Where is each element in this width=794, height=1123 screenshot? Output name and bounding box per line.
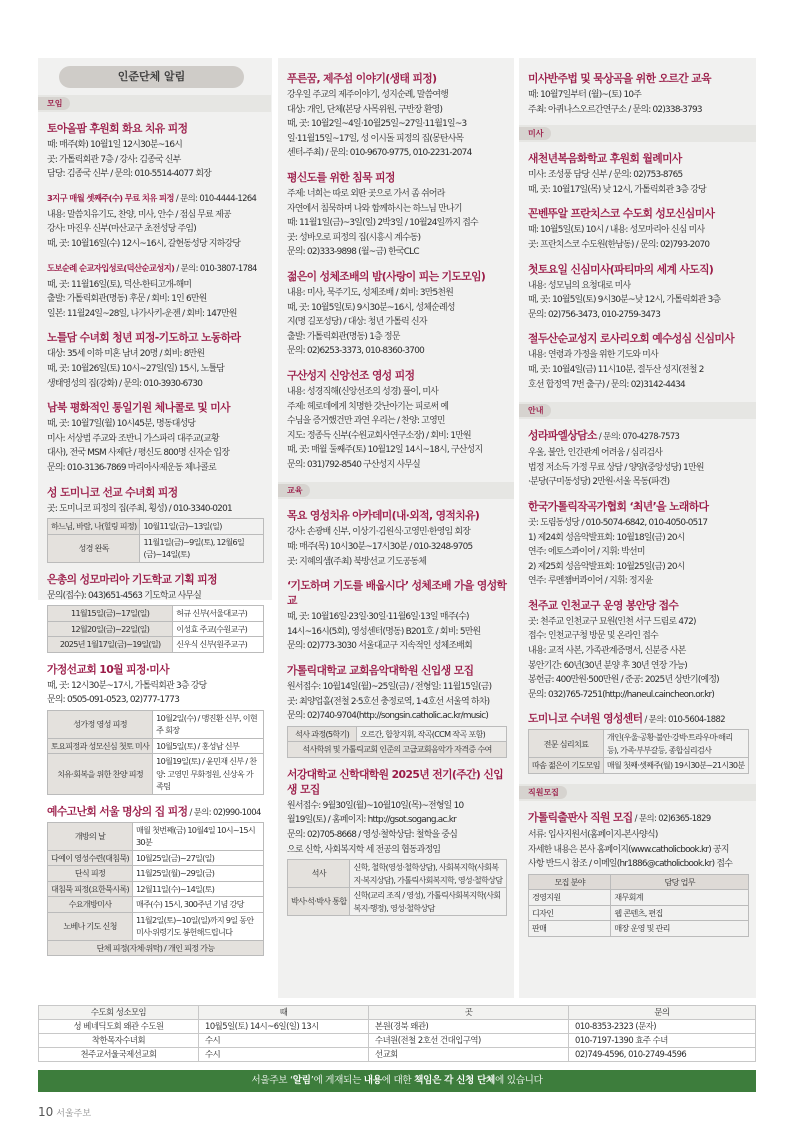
table-row [288, 860, 507, 888]
item-line: 내용: 말씀치유기도, 찬양, 미사, 안수 / 점심 무료 제공 [47, 209, 231, 220]
item-title [287, 663, 507, 678]
section-label-mass: 미사 [519, 125, 756, 142]
table-row [48, 754, 264, 795]
item-line: ·분당(구미동성당) 2만원·서울 목동(파견) [528, 477, 670, 488]
table-cell: 매월 첫번째(금) 10월4일 10시~15시30분 [132, 822, 263, 850]
item-title-text: 은총의 성모마리아 기도학교 기획 피정 [47, 572, 217, 586]
item-title [287, 170, 507, 185]
item-title-text: 노틀담 수녀회 청년 피정-기도하고 노동하라 [47, 331, 241, 345]
table-cell: 매장 운영 및 관리 [611, 921, 749, 937]
item-title [528, 598, 749, 613]
item-line: 대상: 35세 이하 미혼 남녀 20명 / 회비: 8만원 [47, 349, 205, 360]
table-cell: 02)749-4596, 010-2749-4596 [569, 1048, 756, 1062]
table-cell: 다예이 영성수련(대침묵) [48, 850, 133, 866]
table-cell: 허규 신부(서울대교구) [173, 606, 264, 622]
column-3 [519, 58, 756, 998]
item-line: 때, 곳: 10월16일·23일·30일·11월6일·13일 매주(수) [287, 612, 469, 623]
page-number: 10 [38, 1105, 54, 1119]
item-line: 생태영성의 집(강화) / 문의: 010-3930-6730 [47, 378, 203, 389]
table-footer: 단체 피정(자체·위탁) / 개인 피정 가능 [48, 940, 264, 956]
section-label-education: 교육 [278, 482, 514, 499]
table-row [48, 912, 264, 940]
table-row [529, 921, 749, 937]
item-line: 자연에서 침묵하며 나와 함께하시는 하느님 만나기 [287, 203, 462, 214]
item-title-text: 꼰벤뚜알 프란치스코 수도회 성모신심미사 [528, 207, 715, 221]
item-title [47, 191, 264, 206]
table-cell: 선교회 [369, 1048, 569, 1062]
item-title-text: 푸른꿈, 제주섬 이야기(생태 피정) [287, 72, 437, 85]
item-contact: / 문의: 070-4278-7573 [596, 431, 680, 442]
table-cell: 12월20일(금)~22일(일) [48, 621, 173, 637]
table-row [529, 730, 749, 758]
schedule-table [47, 822, 264, 957]
item-title-text: 첫토요일 신심미사(파티마의 세계 사도직) [528, 262, 714, 276]
item-line: 강우일 주교의 제주이야기, 성지순례, 말씀여행 [287, 90, 449, 100]
table-header-row [39, 1006, 756, 1020]
table-row [48, 519, 264, 535]
column-header: 수도회 성소모임 [39, 1006, 199, 1020]
table-cell: 2025년 1월17일(금)~19일(일) [48, 637, 173, 653]
item-contact: / 문의: 02)990-1004 [187, 806, 261, 817]
item-title-text: 가톨릭출판사 직원 모집 [528, 810, 633, 824]
item-title-text: 천주교 인천교구 운영 봉안당 접수 [528, 598, 679, 612]
schedule-table [287, 726, 507, 758]
table-row [529, 890, 749, 906]
item-line: 때, 곳: 10월17일(목) 낮 12시, 가톨릭회관 3층 강당 [528, 184, 706, 195]
table-cell: 재무회계 [611, 890, 749, 906]
item-title-text: 절두산순교성지 로사리오회 예수성심 신심미사 [528, 332, 735, 346]
table-cell: 10월5일(토) 14시~6일(일) 13시 [199, 1020, 369, 1034]
item-title-text: 서강대학교 신학대학원 2025년 전기(주간) 신입생 모집 [287, 767, 504, 796]
table-cell: 10월25일(금)~27일(일) [132, 850, 263, 866]
item-line: 곳: 최양업홀(전철 2·5호선 충정로역, 1·4호선 서울역 하차) [287, 696, 490, 707]
item-line: 문의: 032)765-7251(http://haneul.caincheon.or.kr) [528, 689, 715, 700]
item-list [528, 71, 749, 117]
item-line: 법정 저소득 가정 무료 상담 / 양양(중앙성당) 1만원 [528, 462, 704, 473]
item-line: 주제: 헤로데에게 치명한 갓난아기는 피로써 예 [287, 401, 449, 412]
table-cell: 11월2일(토)~10일(일)까지 9일 동안 미사·위령기도 봉헌해드립니다 [132, 912, 263, 940]
schedule-table [47, 605, 264, 653]
item-line: 접수: 인천교구청 방문 및 온라인 접수 [528, 631, 658, 642]
item-line: 출발: 가톨릭회관(명동) 후문 / 회비: 1인 6만원 [47, 294, 207, 305]
item-line: 2) 제25회 성음악발표회: 10월25일(금) 20시 [528, 561, 685, 572]
item-title-text: 가정선교회 10월 피정·미사 [47, 662, 169, 676]
column-2 [278, 58, 514, 998]
item-line: 내용: 연령과 가정을 위한 기도와 미사 [528, 350, 658, 361]
table-cell: 신학(교리 조직 / 영성), 가톨릭사회복지학(사회복지·행정), 영성·철학상담 [350, 888, 507, 916]
table-cell: 석사 과정(5학기) [288, 726, 357, 742]
table-cell: 대침묵 피정(요한묵시록) [48, 881, 133, 897]
item-title-text: 도미니코 수녀원 영성센터 [528, 712, 643, 726]
item-line: 봉헌금: 400만원·500만원 / 준공: 2025년 상반기(예정) [528, 675, 719, 686]
item-title-text: 3지구 매월 셋째주(수) 무료 치유 피정 [47, 192, 174, 203]
item-line: 때, 곳: 10월16일(수) 12시~16시, 갈현동성당 지하강당 [47, 238, 241, 249]
item-line: 문의: 02)6253-3373, 010-8360-3700 [287, 346, 424, 357]
table-cell: 10월2일(수) / 맹진환 신부, 이현주 회장 [153, 710, 264, 738]
item-title [287, 71, 507, 86]
item-line: 때, 곳: 10월4일(금) 11시10분, 절두산 성지(전철 2 [528, 364, 704, 375]
item-title [528, 151, 749, 166]
item-list [287, 508, 507, 723]
item-line: 내용: 성경직해(신앙선조의 성경) 풀이, 미사 [287, 386, 439, 397]
table-cell: 경영지원 [529, 890, 611, 906]
table-cell: 노베나 기도 신청 [48, 912, 133, 940]
item-line: 문의: 010-3136-7869 마리아사제운동 체나콜로 [47, 462, 216, 473]
item-title [528, 206, 749, 221]
item-list [528, 428, 749, 727]
item-list [47, 804, 264, 820]
item-title [528, 810, 749, 826]
item-title-text: 평신도를 위한 침묵 피정 [287, 170, 395, 184]
item-title-text: 미사반주법 및 묵상곡을 위한 오르간 교육 [528, 72, 711, 85]
item-line: 주최: 아퀴나스오르간연구소 / 문의: 02)338-3793 [528, 104, 702, 115]
item-line: 봉안기간: 60년(30년 분양 후 30년 연장 가능) [528, 660, 687, 671]
item-line: 지도: 정종득 신부(수원교회사연구소장) / 회비: 1만원 [287, 430, 471, 441]
vocation-table [38, 1005, 756, 1062]
item-title [47, 400, 264, 415]
item-title-text: 한국가톨릭작곡가협회 ‘최년’을 노래하다 [528, 499, 709, 513]
item-title-text: 성라파엘상담소 [528, 429, 597, 443]
item-line: 때: 10월5일(토) 10시 / 내용: 성모마리아 신심 미사 [528, 225, 705, 236]
table-cell: 웹 콘텐츠, 편집 [611, 905, 749, 921]
table-footer-row [288, 742, 507, 758]
item-title [47, 121, 264, 136]
publication-name: 서울주보 [56, 1109, 92, 1119]
table-cell: 박사·석·박사 통합 [288, 888, 350, 916]
item-title [47, 261, 264, 276]
item-line: 문의: 02)756-3473, 010-2759-3473 [528, 309, 661, 320]
table-cell: 천주교서울국제선교회 [39, 1048, 199, 1062]
item-line: 자세한 내용은 본사 홈페이지(www.catholicbook.kr) 공지 [528, 844, 729, 855]
item-title [528, 262, 749, 277]
table-row [39, 1034, 756, 1048]
item-line: 문의: 031)792-8540 구산성지 사무실 [287, 459, 420, 470]
item-title [287, 767, 507, 797]
item-title-text: 성 도미니코 선교 수녀회 피정 [47, 485, 178, 499]
table-row [48, 710, 264, 738]
item-line: 곳: 프란치스코 수도원(한남동) / 문의: 02)793-2070 [528, 239, 710, 250]
table-cell: 010-8353-2323 (문자) [569, 1020, 756, 1034]
page-footer [38, 1105, 91, 1119]
table-cell: 수시 [199, 1048, 369, 1062]
item-title-text: 도보순례 순교자입성로(덕산순교성지) [47, 262, 175, 273]
item-line: 강사: 마진우 신부(마산교구 초전성당 주임) [47, 224, 196, 235]
table-cell: 치유·회복을 위한 찬양 피정 [48, 754, 153, 795]
item-title-text: 토아올팜 후원회 화요 치유 피정 [47, 122, 188, 135]
item-title [47, 330, 264, 345]
item-line: 주제: 너희는 따로 외딴 곳으로 가서 좀 쉬어라 [287, 188, 445, 199]
table-cell: 석사 [288, 860, 350, 888]
item-line: 으로 신학, 사회복지학 세 전공의 협동과정임 [287, 844, 441, 855]
table-row [48, 850, 264, 866]
item-list [47, 572, 264, 604]
item-line: 때: 11월1일(금)~3일(일) 2박3일 / 10월24일까지 접수 [287, 218, 478, 229]
item-line: 때, 곳: 10월26일(토) 10시~27일(일) 15시, 노틀담 [47, 363, 225, 374]
column-header: 곳 [369, 1006, 569, 1020]
item-line: 때, 곳: 10월2일~4일·10월25일~27일·11월1일~3 [287, 119, 467, 130]
item-line: 문의: 02)333-9898 (월~금) 한국CLC [287, 247, 419, 258]
item-line: 문의: 02)740-9704(http://songsin.catholic.ac.kr/music) [287, 711, 489, 722]
item-line: 문의: 02)705-8668 / 영성·철학상담: 철학을 중심 [287, 830, 458, 840]
section-heading: 인준단체 알림 [59, 66, 244, 88]
table-row [39, 1020, 756, 1034]
table-cell: 10월11일(금)~13일(일) [140, 519, 264, 535]
item-line: 때, 곳: 11월16일(토), 덕산-한티고개-해미 [47, 279, 192, 290]
table-header-row [529, 874, 749, 890]
section-label-meeting: 모임 [38, 95, 271, 112]
item-line: 곳: 도림동성당 / 010-5074-6842, 010-4050-0517 [528, 517, 708, 528]
table-cell: 토요피정과 성모신심 첫토 미사 [48, 738, 153, 754]
item-line: 연주: 에토스콰이어 / 지휘: 박선미 [528, 547, 645, 558]
item-title [287, 269, 507, 284]
item-list [528, 151, 749, 392]
table-cell: 판매 [529, 921, 611, 937]
item-title [47, 485, 264, 500]
table-row [48, 738, 264, 754]
item-title [528, 71, 749, 86]
table-row [529, 905, 749, 921]
item-line: 담당: 김종국 신부 / 문의: 010-5514-4077 회장 [47, 169, 211, 180]
item-line: 내용: 미사, 묵주기도, 성체조배 / 회비: 3만5천원 [287, 287, 454, 298]
item-line: 곳: 가톨릭회관 7층 / 강사: 김종국 신부 [47, 154, 181, 165]
column-header: 담당 업무 [611, 874, 749, 890]
table-row [288, 726, 507, 742]
table-cell: 하느님, 바람, 나(힐링 피정) [48, 519, 140, 535]
item-line: 원서접수: 9월30일(월)~10월10일(목)~전형일 10 [287, 800, 464, 811]
item-line: 내용: 교적 사본, 가족관계증명서, 신분증 사본 [528, 646, 686, 657]
disclaimer-banner: 서울주보 ‘알림’에 게재되는 내용에 대한 책임은 각 신청 단체에 있습니다 [38, 1070, 756, 1092]
table-row [48, 866, 264, 882]
table-cell: 디자인 [529, 905, 611, 921]
item-list [47, 121, 264, 516]
table-row [48, 534, 264, 562]
table-row [529, 758, 749, 774]
table-cell: 성가정 영성 피정 [48, 710, 153, 738]
item-title [528, 711, 749, 727]
column-header: 모집 분야 [529, 874, 611, 890]
item-line: 원서접수: 10월14일(월)~25일(금) / 전형일: 11월15일(금) [287, 682, 492, 693]
section-label-jobs: 직원모집 [519, 784, 756, 801]
item-line: 일·11월15일~17일, 성 이시돌 피정의 집(몽탄사목 [287, 133, 464, 144]
table-cell: 본원(경북 왜관) [369, 1020, 569, 1034]
schedule-table [47, 518, 264, 563]
item-line: 때, 곳: 10월7일(월) 10시45분, 명동대성당 [47, 419, 196, 430]
table-row [48, 606, 264, 622]
item-contact: / 문의: 02)6365-1829 [632, 812, 711, 823]
table-cell: 성 베네딕도회 왜관 수도원 [39, 1020, 199, 1034]
table-footer: 석사학위 및 가톨릭교회 인준의 고급교회음악가 자격증 수여 [288, 742, 507, 758]
table-cell: 수요개방미사 [48, 897, 133, 913]
item-title-text: 가톨릭대학교 교회음악대학원 신입생 모집 [287, 664, 474, 678]
schedule-table [47, 710, 264, 795]
item-title-text: 새천년복음화학교 후원회 월례미사 [528, 152, 682, 166]
item-line: 때, 곳: 10월5일(토) 9시30분~낮 12시, 가톨릭회관 3층 [528, 295, 721, 306]
item-line: 문의(접수): 043)651-4563 기도학교 사무실 [47, 590, 202, 601]
item-line: 대사), 전국 MSM 사제단 / 평신도 800명 신자순 입장 [47, 448, 230, 459]
item-title-text: 구산성지 신앙선조 영성 피정 [287, 368, 415, 382]
job-table [528, 874, 749, 937]
item-line: 때: 10월7일부터 (월)~(토) 10주 [528, 90, 642, 100]
table-cell: 개인(우울·공황·불안·강박·트라우마·해리 등), 가족·부부갈등, 종합심리검사 [603, 730, 748, 758]
item-line: 사항 반드시 참조 / 이메일(hr1886@catholicbook.kr) 접수 [528, 859, 733, 870]
item-line: 출발: 가톨릭회관(명동) 1층 정문 [287, 331, 400, 342]
table-cell: 010-7197-1390 효주 수녀 [569, 1034, 756, 1048]
item-line: 때, 곳: 12시30분~17시, 가톨릭회관 3층 강당 [47, 680, 207, 691]
table-cell: 전문 심리치료 [529, 730, 604, 758]
item-contact: / 문의: 010-5604-1882 [642, 714, 725, 725]
section-label-info: 안내 [519, 402, 756, 419]
item-title [528, 428, 749, 444]
item-line: 곳: 지혜의샘(주최) 북방선교 기도공동체 [287, 556, 427, 567]
item-line: 문의: 0505-091-0523, 02)777-1773 [47, 695, 180, 706]
schedule-table [528, 729, 749, 774]
item-title [528, 331, 749, 346]
table-cell: 매주(수) 15시, 300주년 기념 강당 [132, 897, 263, 913]
item-list [47, 662, 264, 708]
item-list [528, 810, 749, 872]
item-title-text: 목요 영성치유 아카데미(내·외적, 영적치유) [287, 509, 480, 523]
item-line: 강사: 손광배 신부, 이상기·김원식·고영민·한영임 회장 [287, 527, 471, 538]
table-footer-row [48, 940, 264, 956]
column-1 [38, 58, 272, 953]
item-line: 호선 합정역 7번 출구) / 문의: 02)3142-4434 [528, 379, 685, 390]
item-title [287, 508, 507, 523]
item-line: 연주: 루멘챔버콰이어 / 지휘: 정지윤 [528, 576, 653, 587]
table-cell: 단식 피정 [48, 866, 133, 882]
table-cell: 10월19일(토) / 윤민재 신부 / 찬양: 고영민 무화정원, 신상옥 가족팀 [153, 754, 264, 795]
item-line: 일본: 11월24일~28일, 나가사키-운젠 / 회비: 147만원 [47, 308, 237, 319]
item-title [47, 572, 264, 587]
table-cell: 오르간, 합창지휘, 작곡(CCM 작곡 포함) [357, 726, 507, 742]
item-line: 우울, 불안, 인간관계 어려움 / 심리검사 [528, 448, 663, 459]
item-title [528, 499, 749, 514]
column-header: 때 [199, 1006, 369, 1020]
table-cell: 12월11일(수)~14일(토) [132, 881, 263, 897]
item-line: 때, 곳: 10월5일(토) 9시30분~16시, 성체순례성 [287, 302, 455, 313]
item-contact: / 문의: 010-4444-1264 [173, 192, 257, 203]
item-title-text: 예수고난회 서울 명상의 집 피정 [47, 804, 188, 818]
table-row [48, 621, 264, 637]
item-line: 곳: 도미니코 피정의 집(주최, 횡성) / 010-3340-0201 [47, 503, 232, 514]
table-cell: 따솜 젊은이 기도모임 [529, 758, 604, 774]
item-line: 내용: 성모님의 요청대로 미사 [528, 280, 631, 291]
item-line: 미사: 서상범 주교와 조반니 가스파리 대주교(교황 [47, 433, 219, 444]
item-line: 문의: 02)773-3030 서울대교구 지속적인 성체조배회 [287, 641, 472, 652]
table-row [48, 637, 264, 653]
item-line: 센터-주최) / 문의: 010-9670-9775, 010-2231-2074 [287, 148, 472, 159]
table-cell: 매월 첫째·셋째주(월) 19시30분~21시30분 [603, 758, 748, 774]
item-line: 지(명 길포성당) / 대상: 청년 가톨릭 신자 [287, 317, 427, 328]
item-line: 14시~16시(5회), 영성센터(명동) B201호 / 회비: 5만원 [287, 626, 481, 637]
item-line: 때: 매주(목) 10시30분~17시30분 / 010-3248-9705 [287, 542, 473, 553]
item-line: 때, 곳: 매월 둘째주(토) 10월12일 14시~18시, 구산성지 [287, 445, 483, 456]
item-title-text: 젊은이 성체조배의 밤(사랑이 피는 기도모임) [287, 269, 486, 283]
item-title-text: ‘기도하며 기도를 배웁시다’ 성체조배 가을 영성학교 [287, 579, 507, 608]
column-header: 문의 [569, 1006, 756, 1020]
table-cell: 착한목자수녀회 [39, 1034, 199, 1048]
table-cell: 이성효 주교(수원교구) [173, 621, 264, 637]
table-cell: 성경 완독 [48, 534, 140, 562]
table-cell: 11월1일(금)~9일(토), 12월6일(금)~14일(토) [140, 534, 264, 562]
table-cell: 10월5일(토) / 홍성남 신부 [153, 738, 264, 754]
item-list [287, 71, 507, 472]
table-cell: 신학, 철학(영성·철학상담), 사회복지학(사회복지·복지상담), 가톨릭사회복지학, 영성·철학상담 [350, 860, 507, 888]
item-contact: / 문의: 010-3807-1784 [174, 262, 257, 273]
table-row [39, 1048, 756, 1062]
schedule-table [287, 859, 507, 916]
table-cell: 수녀원(전철 2호선 건대입구역) [369, 1034, 569, 1048]
item-title-text: 남북 평화적인 통일기원 체나콜로 및 미사 [47, 401, 230, 415]
table-cell: 수시 [199, 1034, 369, 1048]
item-line: 수님을 증거했건만 과연 우리는 / 찬양: 고영민 [287, 416, 445, 427]
table-row [48, 897, 264, 913]
table-cell: 11월15일(금)~17일(일) [48, 606, 173, 622]
item-line: 미사: 조성풍 담당 신부 / 문의: 02)753-8765 [528, 170, 683, 181]
item-line: 서류: 입사지원서(홈페이지-본사양식) [528, 829, 658, 840]
item-title [47, 662, 264, 677]
item-line: 곳: 성바오로 피정의 집(시흥시 계수동) [287, 232, 421, 243]
table-row [48, 822, 264, 850]
item-line: 월19일(토) / 홈페이지: http://gsot.sogang.ac.kr [287, 815, 456, 826]
table-row [48, 881, 264, 897]
item-line: 곳: 천주교 인천교구 묘원(인천 서구 드림로 472) [528, 616, 696, 627]
item-title [287, 368, 507, 383]
item-list [287, 767, 507, 857]
item-line: 대상: 개인, 단체(본당 사목위원, 구반장 환영) [287, 104, 443, 115]
table-cell: 11월25일(월)~29일(금) [132, 866, 263, 882]
table-cell: 신우식 신부(원주교구) [173, 637, 264, 653]
item-title [47, 804, 264, 820]
table-cell: 개방의 날 [48, 822, 133, 850]
table-row [288, 888, 507, 916]
item-line: 1) 제24회 성음악발표회: 10월18일(금) 20시 [528, 532, 685, 543]
item-title [287, 578, 507, 608]
item-line: 때: 매주(화) 10월1일 12시30분~16시 [47, 140, 183, 150]
